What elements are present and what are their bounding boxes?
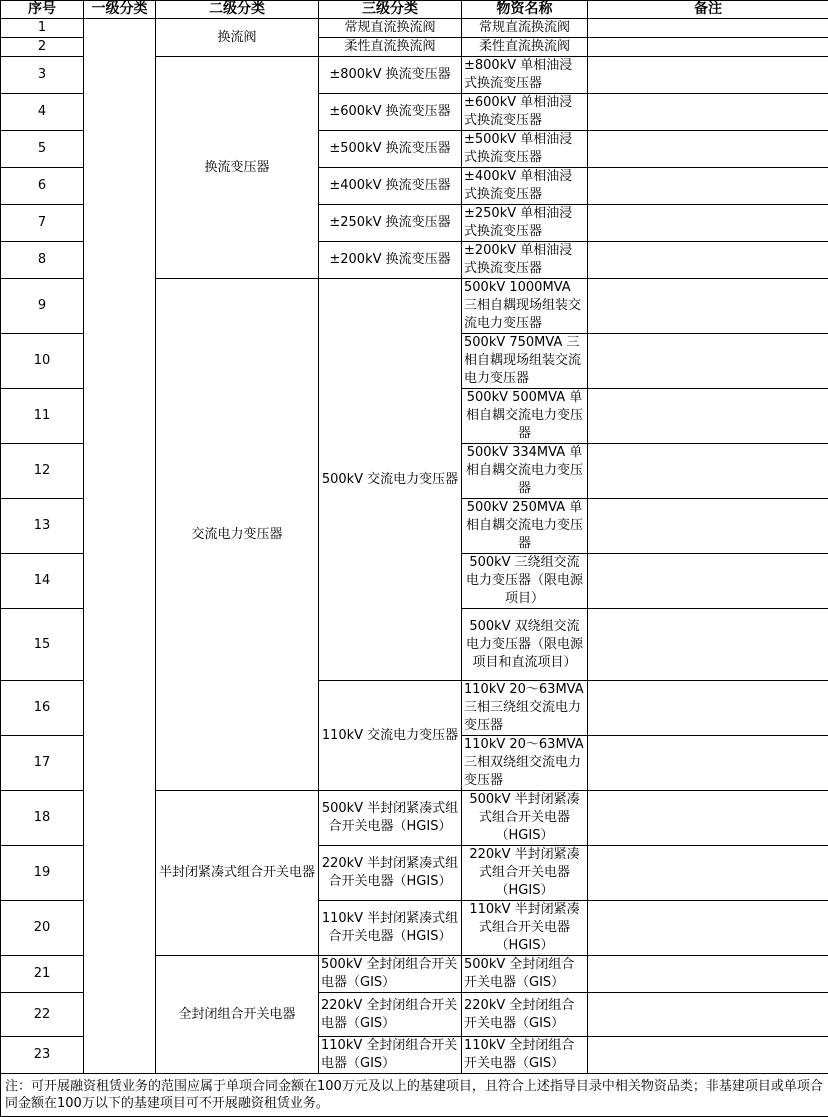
seq-cell: 16 [1, 681, 84, 736]
seq-cell: 9 [1, 279, 84, 334]
level3-cell: 220kV 全封闭组合开关电器（GIS） [319, 993, 462, 1037]
level3-cell: 110kV 全封闭组合开关电器（GIS） [319, 1037, 462, 1074]
item-cell: 500kV 334MVA 单相自耦交流电力变压器 [462, 444, 588, 499]
item-cell: 500kV 500MVA 单相自耦交流电力变压器 [462, 389, 588, 444]
seq-cell: 6 [1, 168, 84, 205]
remark-cell [588, 205, 828, 242]
level3-cell: 110kV 交流电力变压器 [319, 681, 462, 791]
level3-cell: ±500kV 换流变压器 [319, 131, 462, 168]
item-cell: 柔性直流换流阀 [462, 38, 588, 57]
item-cell: 220kV 全封闭组合开关电器（GIS） [462, 993, 588, 1037]
seq-cell: 20 [1, 901, 84, 956]
level3-cell: ±200kV 换流变压器 [319, 242, 462, 279]
level2-cell: 全封闭组合开关电器 [156, 956, 319, 1074]
item-cell: ±400kV 单相油浸式换流变压器 [462, 168, 588, 205]
item-cell: 500kV 750MVA 三相自耦现场组装交流电力变压器 [462, 334, 588, 389]
remark-cell [588, 94, 828, 131]
remark-cell [588, 444, 828, 499]
remark-cell [588, 736, 828, 791]
level2-cell: 换流阀 [156, 19, 319, 57]
item-cell: 500kV 250MVA 单相自耦交流电力变压器 [462, 499, 588, 554]
level2-cell: 半封闭紧凑式组合开关电器 [156, 791, 319, 956]
remark-cell [588, 131, 828, 168]
item-cell: 500kV 三绕组交流电力变压器（限电源项目） [462, 554, 588, 609]
item-cell: ±500kV 单相油浸式换流变压器 [462, 131, 588, 168]
level3-cell: ±600kV 换流变压器 [319, 94, 462, 131]
level3-cell: 220kV 半封闭紧凑式组合开关电器（HGIS） [319, 846, 462, 901]
level3-cell: 500kV 交流电力变压器 [319, 279, 462, 681]
remark-cell [588, 334, 828, 389]
item-cell: 110kV 半封闭紧凑式组合开关电器（HGIS） [462, 901, 588, 956]
header-remark: 备注 [588, 1, 828, 19]
seq-cell: 11 [1, 389, 84, 444]
seq-cell: 2 [1, 38, 84, 57]
header-row [1, 1, 828, 19]
seq-cell: 13 [1, 499, 84, 554]
remark-cell [588, 1037, 828, 1074]
seq-cell: 21 [1, 956, 84, 993]
header-level1: 一级分类 [84, 1, 156, 19]
remark-cell [588, 609, 828, 681]
level3-cell: ±250kV 换流变压器 [319, 205, 462, 242]
seq-cell: 1 [1, 19, 84, 38]
seq-cell: 18 [1, 791, 84, 846]
seq-cell: 7 [1, 205, 84, 242]
remark-cell [588, 38, 828, 57]
item-cell: 500kV 全封闭组合开关电器（GIS） [462, 956, 588, 993]
header-item: 物资名称 [462, 1, 588, 19]
level3-cell: 500kV 全封闭组合开关电器（GIS） [319, 956, 462, 993]
item-cell: ±600kV 单相油浸式换流变压器 [462, 94, 588, 131]
remark-cell [588, 956, 828, 993]
remark-cell [588, 389, 828, 444]
remark-cell [588, 993, 828, 1037]
seq-cell: 5 [1, 131, 84, 168]
remark-cell [588, 681, 828, 736]
seq-cell: 10 [1, 334, 84, 389]
level1-cell [84, 19, 156, 1074]
level3-cell: ±800kV 换流变压器 [319, 57, 462, 94]
level3-cell: 110kV 半封闭紧凑式组合开关电器（HGIS） [319, 901, 462, 956]
seq-cell: 12 [1, 444, 84, 499]
item-cell: ±800kV 单相油浸式换流变压器 [462, 57, 588, 94]
remark-cell [588, 242, 828, 279]
seq-cell: 23 [1, 1037, 84, 1074]
level3-cell: ±400kV 换流变压器 [319, 168, 462, 205]
header-seq: 序号 [1, 1, 84, 19]
item-cell: ±200kV 单相油浸式换流变压器 [462, 242, 588, 279]
remark-cell [588, 57, 828, 94]
seq-cell: 15 [1, 609, 84, 681]
footnote: 注：可开展融资租赁业务的范围应属于单项合同金额在100万元及以上的基建项目，且符合上述指导目录中相关物资品类；非基建项目或单项合同金额在100万以下的基建项目可不开展融资租赁业务。 [1, 1074, 828, 1117]
header-level3: 三级分类 [319, 1, 462, 19]
item-cell: 110kV 20～63MVA 三相三绕组交流电力变压器 [462, 681, 588, 736]
seq-cell: 17 [1, 736, 84, 791]
level2-cell: 交流电力变压器 [156, 279, 319, 791]
item-cell: 常规直流换流阀 [462, 19, 588, 38]
footnote-row [1, 1074, 828, 1117]
level3-cell: 常规直流换流阀 [319, 19, 462, 38]
remark-cell [588, 168, 828, 205]
remark-cell [588, 19, 828, 38]
remark-cell [588, 499, 828, 554]
remark-cell [588, 791, 828, 846]
seq-cell: 22 [1, 993, 84, 1037]
table-row [1, 19, 828, 38]
item-cell: ±250kV 单相油浸式换流变压器 [462, 205, 588, 242]
seq-cell: 19 [1, 846, 84, 901]
seq-cell: 4 [1, 94, 84, 131]
remark-cell [588, 901, 828, 956]
item-cell: 220kV 半封闭紧凑式组合开关电器（HGIS） [462, 846, 588, 901]
seq-cell: 3 [1, 57, 84, 94]
remark-cell [588, 279, 828, 334]
item-cell: 110kV 20～63MVA 三相双绕组交流电力变压器 [462, 736, 588, 791]
item-cell: 500kV 双绕组交流电力变压器（限电源项目和直流项目） [462, 609, 588, 681]
seq-cell: 8 [1, 242, 84, 279]
item-cell: 110kV 全封闭组合开关电器（GIS） [462, 1037, 588, 1074]
level2-cell: 换流变压器 [156, 57, 319, 279]
item-cell: 500kV 1000MVA 三相自耦现场组装交流电力变压器 [462, 279, 588, 334]
item-cell: 500kV 半封闭紧凑式组合开关电器（HGIS） [462, 791, 588, 846]
level3-cell: 500kV 半封闭紧凑式组合开关电器（HGIS） [319, 791, 462, 846]
remark-cell [588, 554, 828, 609]
remark-cell [588, 846, 828, 901]
seq-cell: 14 [1, 554, 84, 609]
header-level2: 二级分类 [156, 1, 319, 19]
level3-cell: 柔性直流换流阀 [319, 38, 462, 57]
